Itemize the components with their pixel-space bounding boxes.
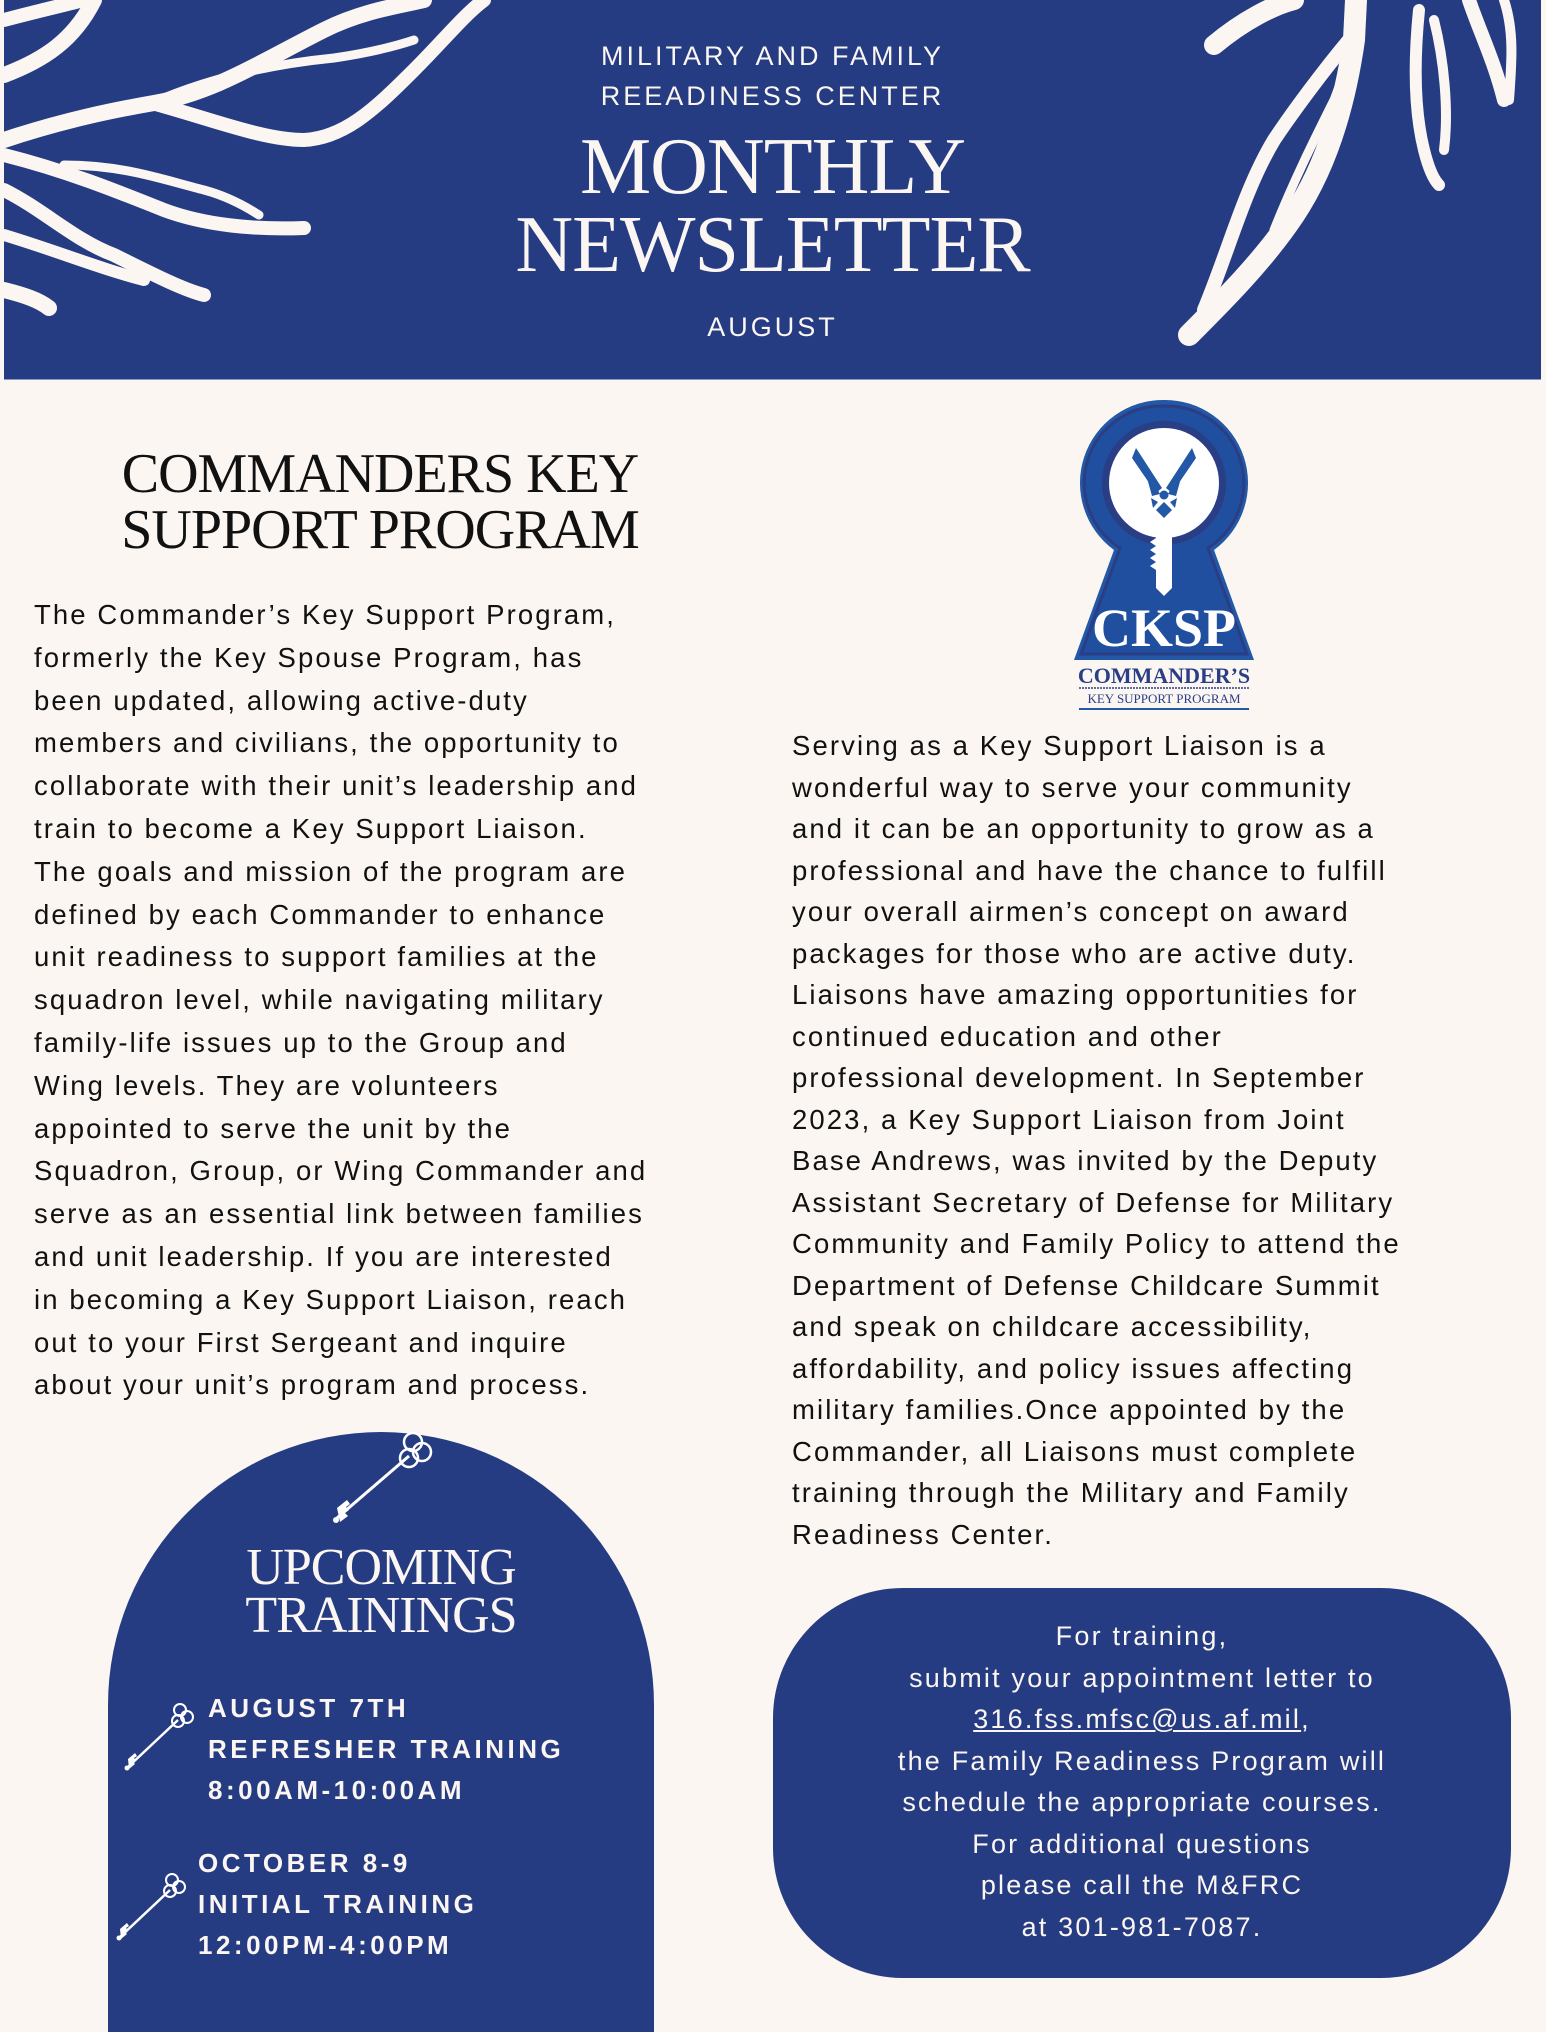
section-title <box>70 443 690 561</box>
contact-line: submit your appointment letter to <box>909 1662 1375 1693</box>
organization-name <box>4 36 1541 116</box>
training-date: AUGUST 7TH <box>208 1693 410 1723</box>
body-text-line: and speak on childcare accessibility, <box>792 1311 1313 1342</box>
liaison-description <box>792 725 1532 1555</box>
body-text-line: been updated, allowing active-duty <box>34 684 529 716</box>
body-text-line: appointed to serve the unit by the <box>34 1112 513 1144</box>
contact-info <box>773 1616 1511 1948</box>
org-line-2: REEADINESS CENTER <box>600 81 945 111</box>
body-text-line: training through the Military and Family <box>792 1477 1350 1508</box>
body-text-line: The Commander’s Key Support Program, <box>34 599 617 630</box>
body-text-line: professional development. In September <box>792 1062 1366 1093</box>
body-text-line: 2023, a Key Support Liaison from Joint <box>792 1103 1346 1135</box>
body-text-line: about your unit’s program and process. <box>34 1369 591 1401</box>
contact-line: For additional questions <box>972 1828 1312 1859</box>
contact-phone-line: at 301-981-7087. <box>1021 1911 1263 1942</box>
body-text-line: Assistant Secretary of Defense for Military <box>792 1186 1395 1218</box>
body-text-line: unit readiness to support families at the <box>34 941 599 973</box>
org-line-1: MILITARY AND FAMILY <box>600 41 945 71</box>
body-text-line: Liaisons have amazing opportunities for <box>792 979 1359 1010</box>
contact-email-line <box>773 1699 1511 1741</box>
body-text-line: serve as an essential link between families <box>34 1198 645 1230</box>
trainings-title-line-1: UPCOMING <box>246 1539 516 1596</box>
cksp-logo <box>1064 398 1264 713</box>
trainings-title-line-2: TRAININGS <box>245 1587 517 1644</box>
logo-line-2: KEY SUPPORT PROGRAM <box>1087 691 1241 706</box>
email-suffix: , <box>1301 1704 1311 1734</box>
body-text-line: out to your First Sergeant and inquire <box>34 1326 568 1358</box>
body-text-line: formerly the Key Spouse Program, has <box>34 641 584 673</box>
training-name: REFRESHER TRAINING <box>208 1734 565 1764</box>
body-text-line: Readiness Center. <box>792 1518 1054 1550</box>
section-title-line-1: COMMANDERS KEY <box>121 443 639 505</box>
body-text-line: Department of Defense Childcare Summit <box>792 1269 1381 1301</box>
training-time: 12:00PM-4:00PM <box>198 1930 453 1960</box>
body-text-line: family-life issues up to the Group and <box>34 1026 568 1058</box>
contact-line: please call the M&FRC <box>980 1870 1304 1900</box>
body-text-line: Squadron, Group, or Wing Commander and <box>34 1155 648 1187</box>
body-text-line: collaborate with their unit’s leadership and <box>34 770 639 802</box>
section-title-line-2: SUPPORT PROGRAM <box>121 499 639 561</box>
program-description <box>34 594 764 1407</box>
title-line-2: NEWSLETTER <box>515 201 1030 289</box>
training-item <box>198 1843 477 1966</box>
training-date: OCTOBER 8-9 <box>198 1848 411 1878</box>
body-text-line: Commander, all Liaisons must complete <box>792 1435 1358 1467</box>
body-text-line: professional and have the chance to fulfill <box>792 854 1387 886</box>
skeleton-key-icon <box>118 1700 198 1780</box>
title-line-1: MONTHLY <box>580 123 965 211</box>
body-text-line: packages for those who are active duty. <box>792 937 1357 969</box>
body-text-line: The goals and mission of the program are <box>34 855 628 887</box>
training-name: INITIAL TRAINING <box>198 1889 478 1919</box>
training-item <box>208 1688 564 1811</box>
contact-line: For training, <box>1055 1621 1229 1651</box>
skeleton-key-icon <box>110 1870 190 1950</box>
body-text-line: and unit leadership. If you are interested <box>34 1240 613 1272</box>
body-text-line: affordability, and policy issues affecting <box>792 1352 1355 1384</box>
newsletter-header <box>4 0 1541 380</box>
body-text-line: your overall airmen’s concept on award <box>792 896 1350 927</box>
body-text-line: squadron level, while navigating military <box>34 984 605 1016</box>
email-link[interactable]: 316.fss.mfsc@us.af.mil <box>973 1704 1302 1734</box>
body-text-line: defined by each Commander to enhance <box>34 898 607 930</box>
body-text-line: continued education and other <box>792 1020 1223 1052</box>
logo-line-1: COMMANDER’S <box>1077 663 1251 688</box>
training-time: 8:00AM-10:00AM <box>208 1775 466 1805</box>
newsletter-title <box>4 123 1541 289</box>
skeleton-key-icon <box>325 1428 435 1528</box>
body-text-line: Base Andrews, was invited by the Deputy <box>792 1145 1379 1176</box>
contact-line: schedule the appropriate courses. <box>902 1787 1382 1817</box>
body-text-line: Wing levels. They are volunteers <box>34 1069 500 1101</box>
trainings-title <box>108 1539 654 1644</box>
logo-acronym: CKSP <box>1091 598 1237 658</box>
body-text-line: Serving as a Key Support Liaison is a <box>792 730 1327 761</box>
newsletter-month: AUGUST <box>707 312 838 342</box>
body-text-line: wonderful way to serve your community <box>792 771 1353 803</box>
body-text-line: and it can be an opportunity to grow as a <box>792 813 1375 844</box>
body-text-line: train to become a Key Support Liaison. <box>34 812 588 844</box>
body-text-line: Community and Family Policy to attend the <box>792 1228 1401 1259</box>
contact-line: the Family Readiness Program will <box>897 1745 1387 1776</box>
body-text-line: members and civilians, the opportunity to <box>34 727 620 759</box>
body-text-line: military families.Once appointed by the <box>792 1394 1347 1425</box>
body-text-line: in becoming a Key Support Liaison, reach <box>34 1283 628 1315</box>
